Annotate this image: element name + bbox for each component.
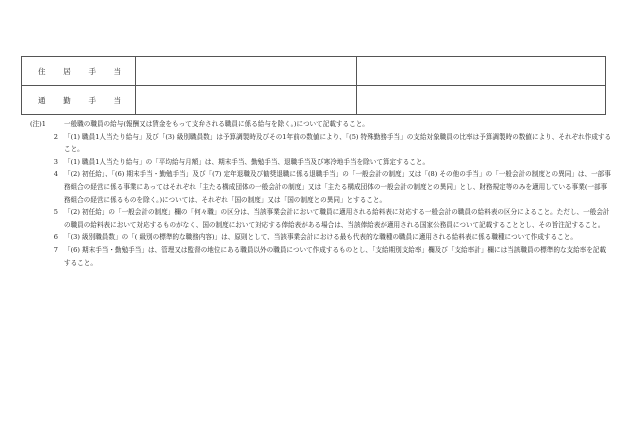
- note-text: 「(6) 期末手当・勤勉手当」は、管理又は監督の地位にある職員以外の職員について作成するものとし、「支給期別支給率」欄及び「支給率計」欄には当該職員の標準的な支給率を記載すること。: [64, 245, 607, 267]
- label-char: 勤: [63, 95, 71, 105]
- note-item: [30, 118, 612, 131]
- note-number: 6: [53, 233, 58, 242]
- note-text: 「(2) 初任給」の「一般会計の制度」欄の「何々職」の区分は、当該事業会計において職員に適用される給料表に対応する一般会計の職員の給料表の区分によること。ただし、一般会計の職員の給料表において対応するものがなく、国の制度において対応する俸給表がある場合は、当該俸給表が適用される国家公務員について記載することとし、その旨注記すること。: [64, 208, 610, 229]
- table-cell: [136, 57, 357, 86]
- label-char: 住: [38, 66, 46, 76]
- label-char: 当: [113, 95, 122, 105]
- note-number: 7: [53, 245, 58, 254]
- allowance-table: [21, 56, 606, 115]
- note-number: (注)1: [30, 120, 46, 128]
- note-number: 2: [53, 132, 58, 141]
- note-number: 5: [53, 208, 58, 217]
- label-char: 手: [88, 66, 96, 76]
- table-cell: [357, 86, 606, 115]
- note-text: 一般職の職員の給与(報酬又は賃金をもって支弁される職員に係る給与を除く。)について記載すること。: [64, 120, 369, 128]
- row-label-commuting-allowance: [22, 86, 136, 115]
- note-item: [30, 131, 612, 156]
- label-char: 通: [38, 95, 46, 105]
- note-text: 「(3) 級別職員数」の「( 級別の標準的な職務内容)」は、原則として、当該事業会計における最も代表的な職種の職員に適用される給料表に係る職種について作成すること。: [64, 233, 577, 242]
- label-char: 居: [63, 66, 71, 76]
- note-item: [30, 231, 612, 244]
- table-cell: [136, 86, 357, 115]
- table-row: [22, 57, 606, 86]
- note-text: 「(2) 初任給」、「(6) 期末手当・勤勉手当」及び「(7) 定年退職及び勧奨退職に係る退職手当」の「一般会計の制度」又は「(8) その他の手当」の「一般会計の制度との異同」は、一部事務組合の経営に係る事業にあってはそれぞれ「主たる構成団体の一般会計の制度」又は「主たる構成団体の一般会計の制度との異同」とし、財務規定等のみを適用している事業(一部事務組合の経営に係るものを除く。)については、それぞれ「国の制度」又は「国の制度との異同」とすること。: [64, 170, 611, 204]
- row-label-housing-allowance: [22, 57, 136, 86]
- notes-section: [30, 118, 612, 269]
- table-cell: [357, 57, 606, 86]
- note-number: 3: [53, 157, 58, 166]
- table-row: [22, 86, 606, 115]
- note-item: [30, 156, 612, 169]
- note-text: 「(1) 職員1人当たり給与」の「平均給与月額」は、期末手当、勤勉手当、退職手当及び寒冷地手当を除いて算定すること。: [64, 157, 430, 166]
- note-number: 4: [53, 170, 58, 179]
- label-char: 手: [88, 95, 96, 105]
- label-char: 当: [113, 66, 122, 76]
- note-item: [30, 206, 612, 231]
- note-item: [30, 168, 612, 206]
- note-item: [30, 244, 612, 269]
- note-text: 「(1) 職員1人当たり給与」及び「(3) 級別職員数」は予算調製時及びその1年前の数値により、「(5) 特殊勤務手当」の支給対象職員の比率は予算調製時の数値により、それぞれ作成すること。: [64, 132, 612, 154]
